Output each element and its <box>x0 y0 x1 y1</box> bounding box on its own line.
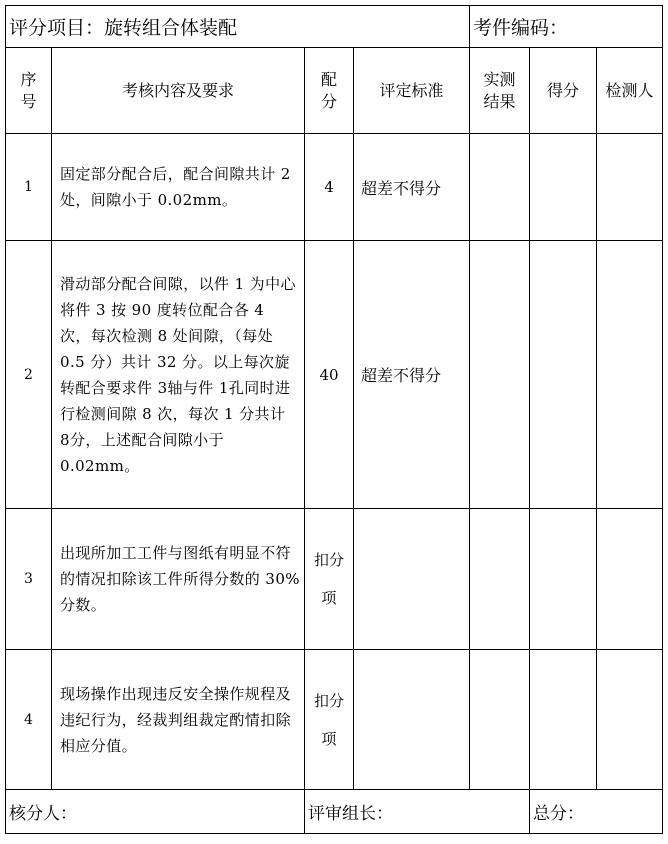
row-score <box>530 509 597 650</box>
col-score: 得分 <box>530 48 597 134</box>
row-score <box>530 650 597 790</box>
row-points: 扣分 项 <box>305 509 354 650</box>
row-number: 1 <box>6 134 52 241</box>
row-content: 固定部分配合后，配合间隙共计 2 处，间隙小于 0.02mm。 <box>52 134 305 241</box>
project-title: 评分项目：旋转组合体装配 <box>6 6 470 48</box>
row-number: 2 <box>6 241 52 509</box>
row-inspector <box>597 650 663 790</box>
exam-code-label: 考件编码： <box>470 6 663 48</box>
row-score <box>530 134 597 241</box>
header-row <box>6 6 663 48</box>
row-inspector <box>597 509 663 650</box>
score-table <box>5 5 663 834</box>
col-standard: 评定标准 <box>354 48 470 134</box>
row-measured <box>470 650 530 790</box>
chief-label: 评审组长： <box>305 790 530 834</box>
col-inspector: 检测人 <box>597 48 663 134</box>
row-standard <box>354 650 470 790</box>
row-score <box>530 241 597 509</box>
row-standard <box>354 509 470 650</box>
col-measured: 实测 结果 <box>470 48 530 134</box>
row-content: 出现所加工工件与图纸有明显不符的情况扣除该工件所得分数的 30%分数。 <box>52 509 305 650</box>
column-header-row <box>6 48 663 134</box>
row-content: 滑动部分配合间隙，以件 1 为中心将件 3 按 90 度转位配合各 4 次，每次检测 8 处间隙，（每处 0.5 分）共计 32 分。以上每次旋转配合要求件 3轴与件 1孔同时进行检测间隙 8 次，每次 1 分共计 8分，上述配合间隙小于 0.02mm。 <box>52 241 305 509</box>
row-number: 4 <box>6 650 52 790</box>
total-label: 总分： <box>530 790 663 834</box>
table-row <box>6 650 663 790</box>
row-inspector <box>597 241 663 509</box>
row-measured <box>470 509 530 650</box>
row-standard: 超差不得分 <box>354 241 470 509</box>
row-points: 40 <box>305 241 354 509</box>
col-points: 配 分 <box>305 48 354 134</box>
row-inspector <box>597 134 663 241</box>
footer-row <box>6 790 663 834</box>
table-row <box>6 134 663 241</box>
row-points: 扣分 项 <box>305 650 354 790</box>
row-standard: 超差不得分 <box>354 134 470 241</box>
row-measured <box>470 134 530 241</box>
table-row <box>6 241 663 509</box>
row-points: 4 <box>305 134 354 241</box>
table-row <box>6 509 663 650</box>
col-content: 考核内容及要求 <box>52 48 305 134</box>
row-number: 3 <box>6 509 52 650</box>
col-seq: 序 号 <box>6 48 52 134</box>
scorer-label: 核分人： <box>6 790 305 834</box>
row-content: 现场操作出现违反安全操作规程及违纪行为，经裁判组裁定酌情扣除相应分值。 <box>52 650 305 790</box>
row-measured <box>470 241 530 509</box>
